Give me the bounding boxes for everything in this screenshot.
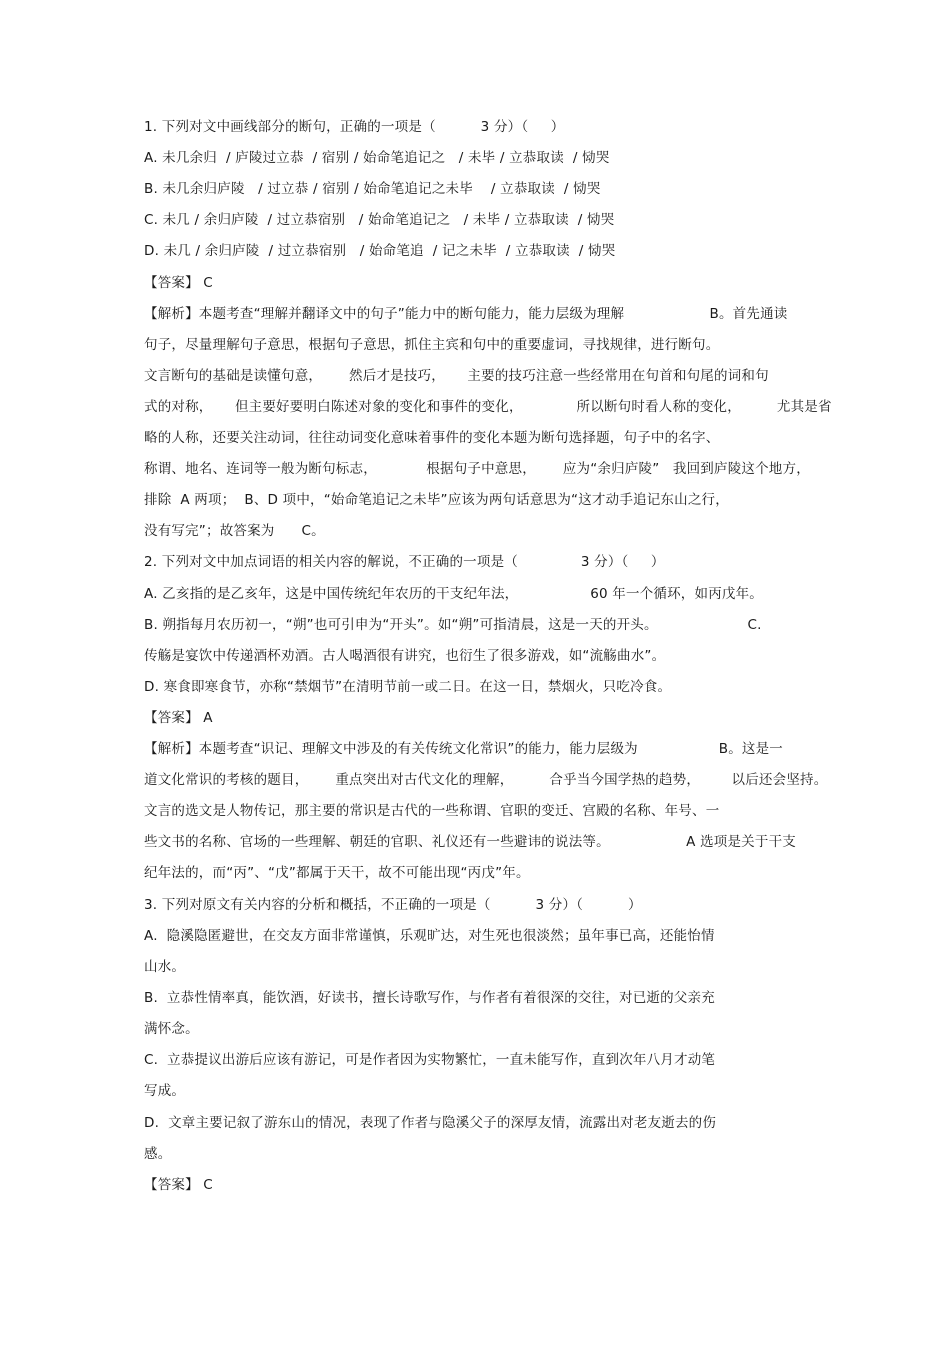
q2-analysis-line: 道文化常识的考核的题目， 重点突出对古代文化的理解， 合乎当今国学热的趋势， 以后还会坚持。	[144, 772, 828, 788]
q1-option-a: A. 未几余归 / 庐陵过立恭 / 宿别 / 始命笔追记之 / 未毕 / 立恭取读 / 恸哭	[144, 150, 610, 166]
q1-analysis-line: 文言断句的基础是读懂句意， 然后才是技巧， 主要的技巧注意一些经常用在句首和句尾的词和句	[144, 368, 769, 384]
q2-option-d: D. 寒食即寒食节，亦称“禁烟节”在清明节前一或二日。在这一日，禁烟火，只吃冷食。	[144, 679, 672, 695]
q2-option-a: A. 乙亥指的是乙亥年，这是中国传统纪年农历的干支纪年法， 60 年一个循环，如丙戊年。	[144, 586, 764, 602]
q1-analysis-line: 【解析】本题考查“理解并翻译文中的句子”能力中的断句能力，能力层级为理解 B。首先通读	[144, 306, 788, 322]
q2-option-b: B. 朔指每月农历初一，“朔”也可引申为“开头”。如“朔”可指清晨，这是一天的开头。 C.	[144, 617, 762, 633]
q2-analysis-line: 纪年法的，而“丙”、“戊”都属于天干，故不可能出现“丙戊”年。	[144, 865, 530, 881]
q3-option-c-cont: 写成。	[144, 1083, 186, 1099]
q1-option-d: D. 未几 / 余归庐陵 / 过立恭宿别 / 始命笔追 / 记之未毕 / 立恭取读 / 恸哭	[144, 243, 616, 259]
q3-option-d: D. 文章主要记叙了游东山的情况，表现了作者与隐溪父子的深厚友情，流露出对老友逝去的伤	[144, 1115, 717, 1131]
q3-option-d-cont: 感。	[144, 1146, 172, 1162]
q2-analysis-line: 【解析】本题考查“识记、理解文中涉及的有关传统文化常识”的能力，能力层级为 B。这是一	[144, 741, 783, 757]
q1-option-c: C. 未几 / 余归庐陵 / 过立恭宿别 / 始命笔追记之 / 未毕 / 立恭取读 / 恸哭	[144, 212, 615, 228]
q3-option-b-cont: 满怀念。	[144, 1021, 199, 1037]
q3-stem: 3. 下列对原文有关内容的分析和概括，不正确的一项是（ 3 分）（ ）	[144, 897, 642, 913]
q3-answer: 【答案】 C	[144, 1177, 213, 1193]
q1-analysis-line: 没有写完”；故答案为 C。	[144, 523, 325, 539]
q3-option-a: A. 隐溪隐匿避世，在交友方面非常谨慎，乐观旷达，对生死也很淡然；虽年事已高，还能怡情	[144, 928, 715, 944]
q2-stem: 2. 下列对文中加点词语的相关内容的解说，不正确的一项是（ 3 分）（ ）	[144, 554, 665, 570]
q2-answer: 【答案】 A	[144, 710, 213, 726]
q1-analysis-line: 排除 A 两项； B、D 项中，“始命笔追记之未毕”应该为两句话意思为“这才动手追记东山之行，	[144, 492, 729, 508]
q2-analysis-line: 文言的选文是人物传记，那主要的常识是古代的一些称谓、官职的变迁、宫殿的名称、年号、一	[144, 803, 720, 819]
q1-analysis-line: 句子，尽量理解句子意思，根据句子意思，抓住主宾和句中的重要虚词，寻找规律，进行断句。	[144, 337, 720, 353]
q3-option-a-cont: 山水。	[144, 959, 186, 975]
q1-option-b: B. 未几余归庐陵 / 过立恭 / 宿别 / 始命笔追记之未毕 / 立恭取读 / 恸哭	[144, 181, 601, 197]
q2-analysis-line: 些文书的名称、官场的一些理解、朝廷的官职、礼仪还有一些避讳的说法等。 A 选项是关于干支	[144, 834, 796, 850]
q1-analysis-line: 式的对称， 但主要好要明白陈述对象的变化和事件的变化， 所以断句时看人称的变化， 尤其是省	[144, 399, 832, 415]
q3-option-b: B. 立恭性情率真，能饮酒，好读书，擅长诗歌写作，与作者有着很深的交往，对已逝的父亲充	[144, 990, 715, 1006]
q1-answer: 【答案】 C	[144, 275, 213, 291]
q3-option-c: C. 立恭提议出游后应该有游记，可是作者因为实物繁忙，一直未能写作，直到次年八月才动笔	[144, 1052, 716, 1068]
q1-analysis-line: 略的人称，还要关注动词，往往动词变化意味着事件的变化本题为断句选择题，句子中的名字、	[144, 430, 720, 446]
q2-option-c-text: 传觞是宴饮中传递酒杯劝酒。古人喝酒很有讲究，也衍生了很多游戏，如“流觞曲水”。	[144, 648, 666, 664]
q1-stem: 1. 下列对文中画线部分的断句，正确的一项是（ 3 分）（ ）	[144, 119, 565, 135]
q1-analysis-line: 称谓、地名、连词等一般为断句标志， 根据句子中意思， 应为“余归庐陵” 我回到庐陵这个地方，	[144, 461, 810, 477]
